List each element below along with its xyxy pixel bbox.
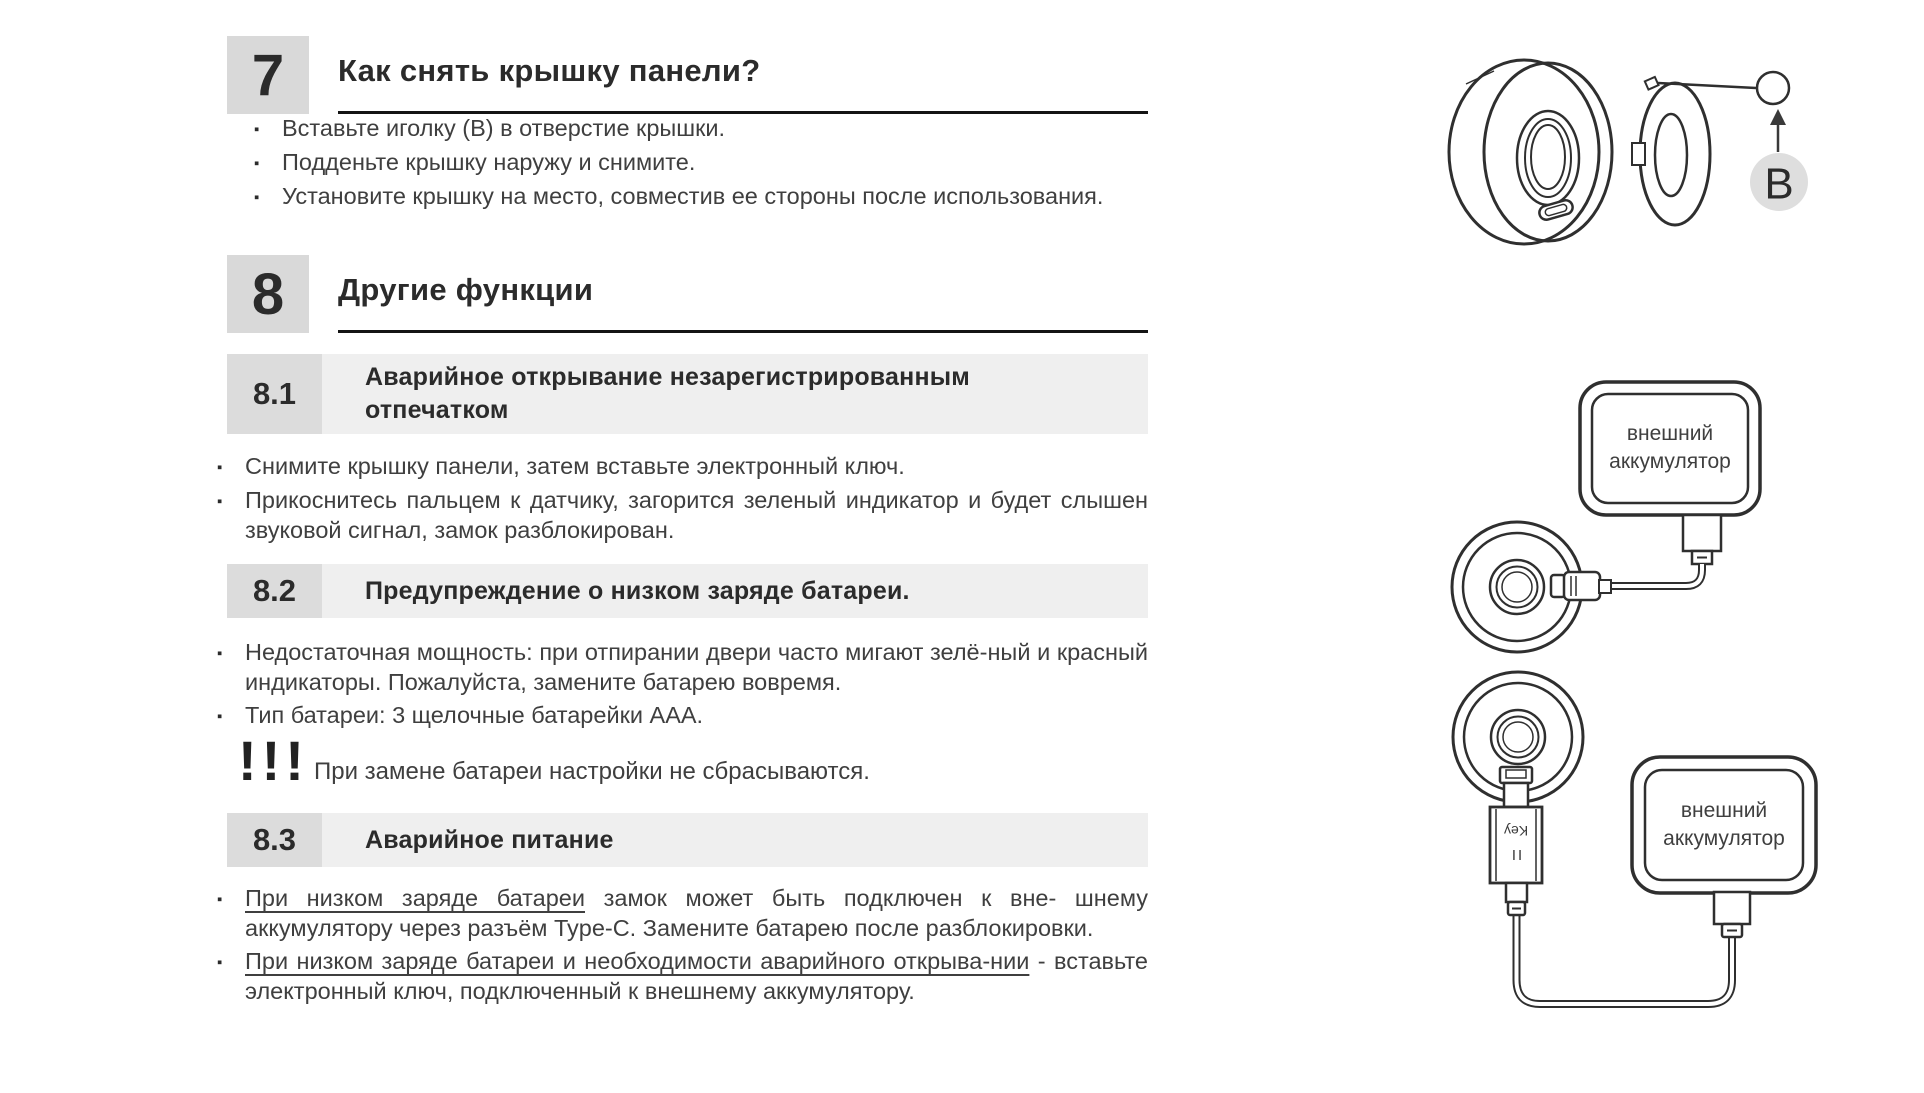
bullet-text: ▪ Тип батареи: 3 щелочные батарейки AAA. [245, 702, 704, 728]
subsection-8-2-title: Предупреждение о низком заряде батареи. [365, 576, 910, 605]
fingerprint-sensor [1490, 560, 1544, 614]
bullet-text: ▪ Вставьте иголку (B) в отверстие крышки. [282, 115, 726, 141]
bullet-item [217, 947, 1148, 1006]
bullet-item [254, 182, 1154, 212]
warning-marks-icon: !!! [238, 729, 309, 792]
underlined-phrase: При низком заряде батареи [245, 885, 585, 911]
bullet-item [217, 486, 1148, 545]
label-circle-B [1750, 153, 1808, 211]
subsection-8-1-header [227, 354, 1148, 434]
subsection-8-2-header [227, 564, 1148, 618]
section-7-title: Как снять крышку панели? [338, 53, 761, 88]
needle [1658, 72, 1789, 104]
battery-label-line2: аккумулятор [1609, 450, 1731, 473]
bullet-item [254, 114, 1154, 144]
label-B-text: B [1764, 159, 1794, 209]
usb-cable [1610, 564, 1702, 586]
battery-label-line1: внешний [1680, 799, 1768, 822]
fingerprint-sensor [1491, 710, 1545, 764]
subsection-8-3-number: 8.3 [227, 813, 322, 867]
section-8-rule [338, 330, 1148, 333]
section-8-number: 8 [227, 255, 309, 333]
usb-connector [1714, 892, 1750, 937]
bullet-text-rest: замок может быть подключен к вне- шнему аккумулятору через разъём Type-C. Замените батарею после разблокировки. [245, 885, 1148, 941]
usb-cable [1517, 914, 1733, 1004]
section-7-bullets [254, 114, 1154, 216]
warning-note [238, 729, 1138, 802]
warning-text: При замене батареи настройки не сбрасываются. [314, 758, 870, 785]
subsection-8-1-title [365, 361, 970, 427]
subsection-8-1-title-line1: Аварийное открывание незарегистрированным [365, 363, 970, 391]
bullet-text: ▪ Снимите крышку панели, затем вставьте электронный ключ. [245, 453, 905, 479]
needle-head-circle [1757, 72, 1789, 104]
cover-removal-illustration [1440, 20, 1924, 270]
section-7-number: 7 [227, 36, 309, 114]
subsection-8-2-bullets [217, 638, 1148, 735]
bullet-text: ▪ Недостаточная мощность: при отпирании двери часто мигают зелё-ный и красный индикаторы. Пожалуйста, замените батарею вовремя. [245, 639, 1148, 695]
subsection-8-3-header [227, 813, 1148, 867]
bullet-text-rest: - вставьте электронный ключ, подключенный к внешнему аккумулятору. [245, 948, 1148, 1004]
lock-panel [1449, 60, 1612, 244]
bullet-item [217, 884, 1148, 943]
bullet-text: ▪ Прикоснитесь пальцем к датчику, загорится зеленый индикатор и будет слышен звуковой сигнал, замок разблокирован. [245, 487, 1148, 543]
subsection-8-1-number: 8.1 [227, 354, 322, 434]
bullet-item [217, 452, 1148, 482]
bullet-text: ▪ Установите крышку на место, совместив ее стороны после использования. [282, 183, 1104, 209]
usb-connector [1683, 515, 1721, 564]
cover-hole-slot [1538, 199, 1575, 222]
panel-cover [1632, 77, 1710, 225]
underlined-phrase: При низком заряде батареи и необходимости аварийного открыва-нии [245, 948, 1030, 974]
bullet-item [217, 701, 1148, 731]
arrow-up-icon [1770, 109, 1786, 152]
external-battery [1580, 382, 1760, 515]
subsection-8-1-title-line2: отпечатком [365, 396, 509, 424]
subsection-8-3-title: Аварийное питание [365, 825, 614, 854]
subsection-8-3-bullets [217, 884, 1148, 1010]
key-label-line1: Key [1503, 823, 1529, 839]
bullet-text [245, 947, 1148, 1006]
external-power-illustration-bottom [1440, 660, 1830, 1060]
bullet-text: ▪ Подденьте крышку наружу и снимите. [282, 149, 696, 175]
battery-label-line2: аккумулятор [1663, 827, 1785, 850]
section-8-title: Другие функции [338, 272, 594, 307]
subsection-8-1-bullets [217, 452, 1148, 549]
subsection-8-2-number: 8.2 [227, 564, 322, 618]
external-power-illustration-top [1440, 370, 1780, 680]
type-c-plug [1551, 572, 1611, 600]
external-battery [1632, 757, 1816, 893]
key-label-line2: II [1509, 846, 1523, 863]
bullet-text [245, 884, 1148, 943]
battery-label-line1: внешний [1626, 422, 1714, 445]
bullet-item [217, 638, 1148, 697]
bullet-item [254, 148, 1154, 178]
